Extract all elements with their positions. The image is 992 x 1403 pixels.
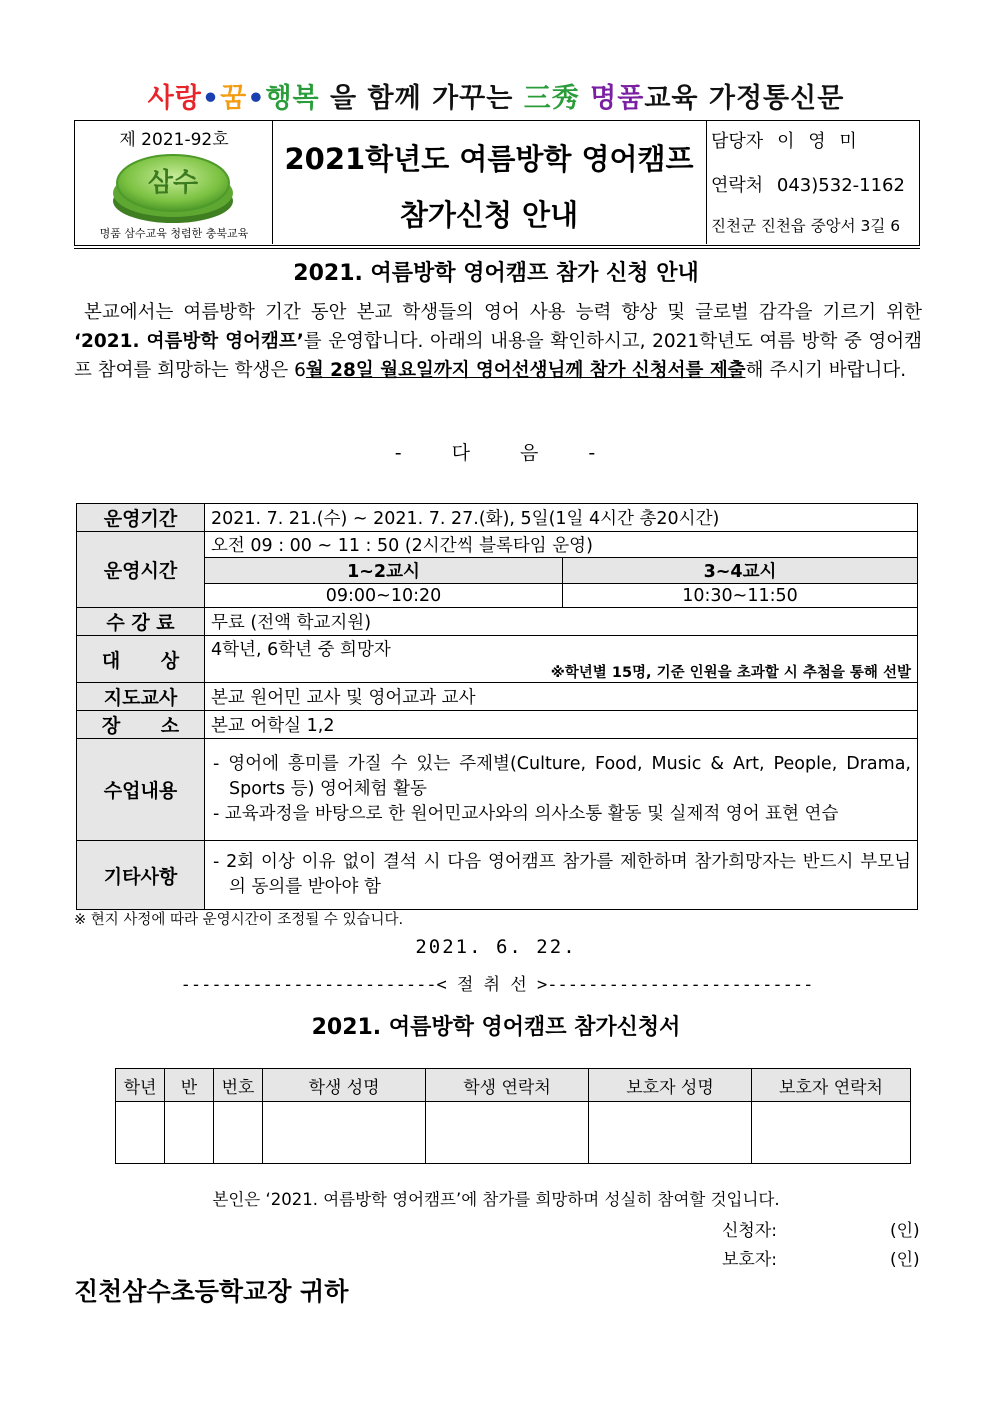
number-field[interactable]: [214, 1102, 263, 1164]
slogan-dot: •: [201, 83, 221, 114]
slogan-happiness: 행복: [265, 83, 320, 114]
teacher-label: 지도교사: [77, 683, 205, 711]
page-title-line2: 참가신청 안내: [399, 198, 579, 232]
guardian-label: 보호자:: [722, 1250, 777, 1270]
teacher-value: 본교 원어민 교사 및 영어교과 교사: [205, 683, 918, 711]
header-contact: [707, 121, 919, 244]
grade-field[interactable]: [116, 1102, 165, 1164]
other-item: - 2회 이상 이유 없이 결석 시 다음 영어캠프 참가를 제한하며 참가희망자는 반드시 부모님의 동의를 받아야 함: [213, 852, 911, 897]
row-target: [77, 636, 918, 683]
contact-person-name: 이 영 미: [777, 131, 861, 152]
session2-time: 10:30~11:50: [563, 584, 918, 608]
place-label-text: 장 소: [101, 715, 180, 737]
school-logo-icon: [109, 149, 237, 227]
page-title-line1: 2021학년도 여름방학 영어캠프: [284, 142, 694, 176]
student-contact-field[interactable]: [426, 1102, 589, 1164]
col-number: 번호: [214, 1069, 263, 1102]
header-left: [75, 121, 273, 244]
row-place: [77, 711, 918, 739]
row-time: [77, 532, 918, 558]
pledge-statement: 본인은 ‘2021. 여름방학 영어캠프’에 참가를 희망하며 성실히 참여할 것입니다.: [212, 1190, 780, 1209]
logo-text: 삼수: [147, 168, 199, 198]
intro-part3: 해 주시기 바랍니다.: [745, 360, 907, 381]
row-content: [77, 739, 918, 841]
header-box: [74, 120, 920, 246]
other-label: 기타사항: [77, 841, 205, 910]
intro-part1: 본교에서는 여름방학 기간 동안 본교 학생들의 영어 사용 능력 향상 및 글로벌 감각을 기르기 위한: [84, 302, 922, 323]
following-text: - 다 음 -: [394, 442, 598, 464]
guardian-contact-field[interactable]: [752, 1102, 911, 1164]
slogan: [0, 76, 992, 115]
school-address: 진천군 진천읍 중앙서 3길 6: [711, 217, 901, 235]
col-student-contact: 학생 연락처: [426, 1069, 589, 1102]
issue-date: 2021. 6. 22.: [415, 936, 577, 958]
applicant-label: 신청자:: [722, 1221, 777, 1241]
cut-line: -------------------------< 절 취 선 >--------------------------: [180, 975, 814, 995]
place-label: [77, 711, 205, 739]
col-student-name: 학생 성명: [263, 1069, 426, 1102]
col-class: 반: [165, 1069, 214, 1102]
content-label: 수업내용: [77, 739, 205, 841]
row-teacher: [77, 683, 918, 711]
row-other: [77, 841, 918, 910]
col-guardian-name: 보호자 성명: [589, 1069, 752, 1102]
intro-paragraph: [74, 298, 922, 385]
target-label: [77, 636, 205, 683]
period-label: 운영기간: [77, 504, 205, 532]
issue-number: 제 2021-92호: [119, 130, 229, 150]
contact-person-label: 담당자: [711, 131, 764, 152]
following-marker: [0, 438, 992, 465]
divider: [74, 248, 920, 249]
header-title-area: [273, 121, 707, 244]
content-item-1: - 영어에 흥미를 가질 수 있는 주제별(Culture, Food, Music & Art, People, Drama, Sports 등) 영어체험 활동: [213, 754, 911, 799]
fee-value: 무료 (전액 학교지원): [205, 608, 918, 636]
time-label: 운영시간: [77, 532, 205, 608]
phone-label: 연락처: [711, 175, 764, 196]
session2-label: 3~4교시: [563, 558, 918, 584]
application-form-table: [115, 1068, 911, 1164]
guardian-name-field[interactable]: [589, 1102, 752, 1164]
target-label-text: 대 상: [101, 649, 180, 672]
row-fee: [77, 608, 918, 636]
intro-program-name: ‘2021. 여름방학 영어캠프’: [74, 331, 304, 352]
period-value: 2021. 7. 21.(수) ~ 2021. 7. 27.(화), 5일(1일 4시간 총20시간): [205, 504, 918, 532]
col-guardian-contact: 보호자 연락처: [752, 1069, 911, 1102]
place-value: 본교 어학실 1,2: [205, 711, 918, 739]
guardian-seal: (인): [890, 1250, 920, 1270]
slogan-premium: 명품: [590, 83, 645, 114]
class-field[interactable]: [165, 1102, 214, 1164]
info-table: [76, 503, 918, 910]
target-note: ※학년별 15명, 기준 인원을 초과할 시 추첨을 통해 선발: [550, 665, 911, 681]
contact-person-row: [711, 127, 869, 153]
applicant-seal: (인): [890, 1221, 920, 1241]
motto: 명품 삼수교육 청렴한 충북교육: [99, 227, 249, 240]
time-value: 오전 09 : 00 ~ 11 : 50 (2시간씩 블록타임 운영): [205, 532, 918, 558]
intro-deadline: 월 28일 월요일까지 영어선생님께 참가 신청서를 제출: [305, 360, 746, 381]
col-grade: 학년: [116, 1069, 165, 1102]
student-name-field[interactable]: [263, 1102, 426, 1164]
slogan-dream: 꿈: [220, 83, 248, 114]
slogan-love: 사랑: [147, 83, 202, 114]
footnote: ※ 현지 사정에 따라 운영시간이 조정될 수 있습니다.: [74, 912, 404, 928]
fee-label: 수 강 료: [77, 608, 205, 636]
target-value: [205, 636, 918, 683]
session1-label: 1~2교시: [205, 558, 563, 584]
target-text: 4학년, 6학년 중 희망자: [211, 640, 391, 660]
section-title: 2021. 여름방학 영어캠프 참가 신청 안내: [293, 261, 699, 286]
row-period: [77, 504, 918, 532]
form-title: 2021. 여름방학 영어캠프 참가신청서: [311, 1015, 681, 1040]
other-value: [205, 841, 918, 910]
phone-row: [711, 171, 905, 197]
content-item-2: - 교육과정을 바탕으로 한 원어민교사와의 의사소통 활동 및 실제적 영어 표현 연습: [213, 804, 839, 824]
form-header-row: [116, 1069, 911, 1102]
addressee: 진천삼수초등학교장 귀하: [74, 1277, 349, 1306]
session1-time: 09:00~10:20: [205, 584, 563, 608]
slogan-samsu: 三秀: [523, 83, 580, 114]
slogan-end: 교육 가정통신문: [644, 83, 845, 114]
content-value: [205, 739, 918, 841]
slogan-middle: 을 함께 가꾸는: [330, 83, 514, 114]
phone-number: 043)532-1162: [776, 175, 905, 196]
intro-part2: 를 운영합니다. 아래의 내용을 확인하시고, 2021학년도 여름 방학 중 영어캠프 참여를 희망하는 학생은 6: [74, 331, 922, 381]
form-entry-row: [116, 1102, 911, 1164]
slogan-dot: •: [247, 83, 266, 114]
